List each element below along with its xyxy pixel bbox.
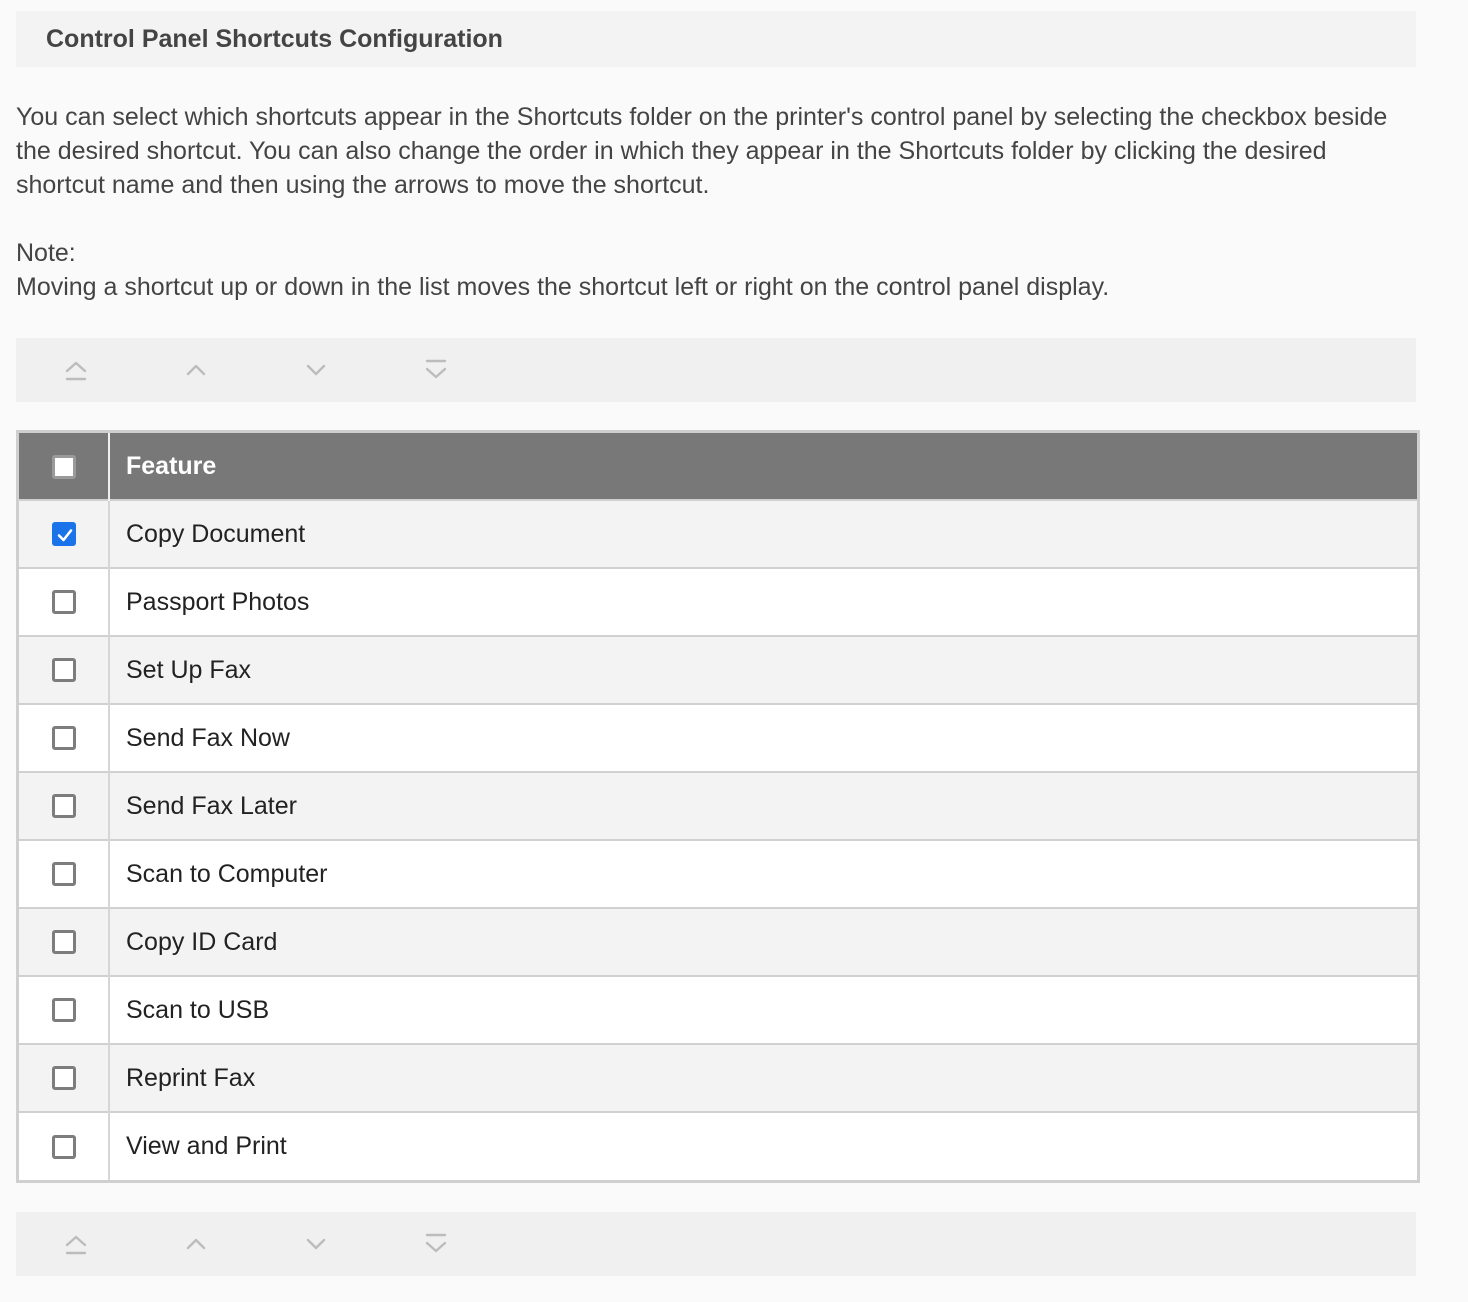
table-row[interactable]: [19, 636, 1417, 704]
checkbox-cell: [19, 840, 109, 908]
shortcut-checkbox[interactable]: [52, 862, 76, 886]
note-label: Note:: [16, 239, 76, 267]
shortcut-checkbox[interactable]: [52, 522, 76, 546]
shortcut-checkbox[interactable]: [52, 590, 76, 614]
feature-name[interactable]: View and Print: [126, 1132, 287, 1160]
checkbox-cell: [19, 976, 109, 1044]
feature-name[interactable]: Set Up Fax: [126, 655, 252, 684]
feature-name[interactable]: Passport Photos: [126, 587, 310, 616]
feature-name[interactable]: Reprint Fax: [126, 1063, 256, 1092]
move-down-button[interactable]: [296, 1224, 336, 1264]
shortcuts-table: [16, 430, 1420, 1183]
move-to-bottom-icon: [421, 1229, 451, 1259]
shortcut-checkbox[interactable]: [52, 726, 76, 750]
table-header-row: [19, 433, 1417, 500]
note-text: Moving a shortcut up or down in the list moves the shortcut left or right on the control panel display.: [16, 273, 1110, 301]
feature-name[interactable]: Copy ID Card: [126, 927, 278, 956]
description-text: You can select which shortcuts appear in the Shortcuts folder on the printer's control panel by selecting the checkbox beside the desired shortcut. You can also change the order in which they appear in the Shortcuts folder by clicking the desired shortcut name and then using the arrows to move the shortcut.: [16, 103, 1388, 199]
table-row[interactable]: [19, 840, 1417, 908]
table-row[interactable]: [19, 568, 1417, 636]
move-to-top-icon: [61, 355, 91, 385]
checkbox-cell: [19, 772, 109, 840]
feature-name[interactable]: Send Fax Later: [126, 791, 297, 820]
shortcut-checkbox[interactable]: [52, 1066, 76, 1090]
table-row[interactable]: [19, 976, 1417, 1044]
shortcut-checkbox[interactable]: [52, 930, 76, 954]
move-to-top-button[interactable]: [56, 350, 96, 390]
move-to-bottom-icon: [421, 355, 451, 385]
checkmark-icon: [56, 526, 74, 544]
move-to-top-button[interactable]: [56, 1224, 96, 1264]
move-up-icon: [181, 1229, 211, 1259]
checkbox-cell: [19, 908, 109, 976]
shortcut-checkbox[interactable]: [52, 1135, 76, 1159]
checkbox-cell: [19, 636, 109, 704]
table-row[interactable]: [19, 772, 1417, 840]
checkbox-cell: [19, 1112, 109, 1180]
page-title: Control Panel Shortcuts Configuration: [46, 24, 503, 53]
select-all-checkbox[interactable]: [52, 455, 76, 479]
checkbox-cell: [19, 1044, 109, 1112]
table-row[interactable]: [19, 1112, 1417, 1180]
move-down-button[interactable]: [296, 350, 336, 390]
shortcut-checkbox[interactable]: [52, 998, 76, 1022]
table-row[interactable]: [19, 704, 1417, 772]
feature-column-header: Feature: [109, 433, 1417, 500]
section-header: [16, 11, 1416, 67]
table-row[interactable]: [19, 1044, 1417, 1112]
move-up-button[interactable]: [176, 350, 216, 390]
move-to-bottom-button[interactable]: [416, 350, 456, 390]
feature-name[interactable]: Copy Document: [126, 519, 306, 548]
move-down-icon: [301, 355, 331, 385]
checkbox-cell: [19, 568, 109, 636]
reorder-toolbar-bottom: [16, 1212, 1416, 1276]
move-down-icon: [301, 1229, 331, 1259]
move-up-icon: [181, 355, 211, 385]
reorder-toolbar-top: [16, 338, 1416, 402]
checkbox-cell: [19, 500, 109, 568]
move-to-bottom-button[interactable]: [416, 1224, 456, 1264]
shortcut-checkbox[interactable]: [52, 794, 76, 818]
feature-name[interactable]: Send Fax Now: [126, 723, 290, 752]
feature-name[interactable]: Scan to Computer: [126, 859, 328, 888]
table-row[interactable]: [19, 500, 1417, 568]
table-row[interactable]: [19, 908, 1417, 976]
feature-name[interactable]: Scan to USB: [126, 995, 270, 1024]
move-up-button[interactable]: [176, 1224, 216, 1264]
select-all-cell: [19, 433, 109, 500]
checkbox-cell: [19, 704, 109, 772]
shortcut-checkbox[interactable]: [52, 658, 76, 682]
move-to-top-icon: [61, 1229, 91, 1259]
